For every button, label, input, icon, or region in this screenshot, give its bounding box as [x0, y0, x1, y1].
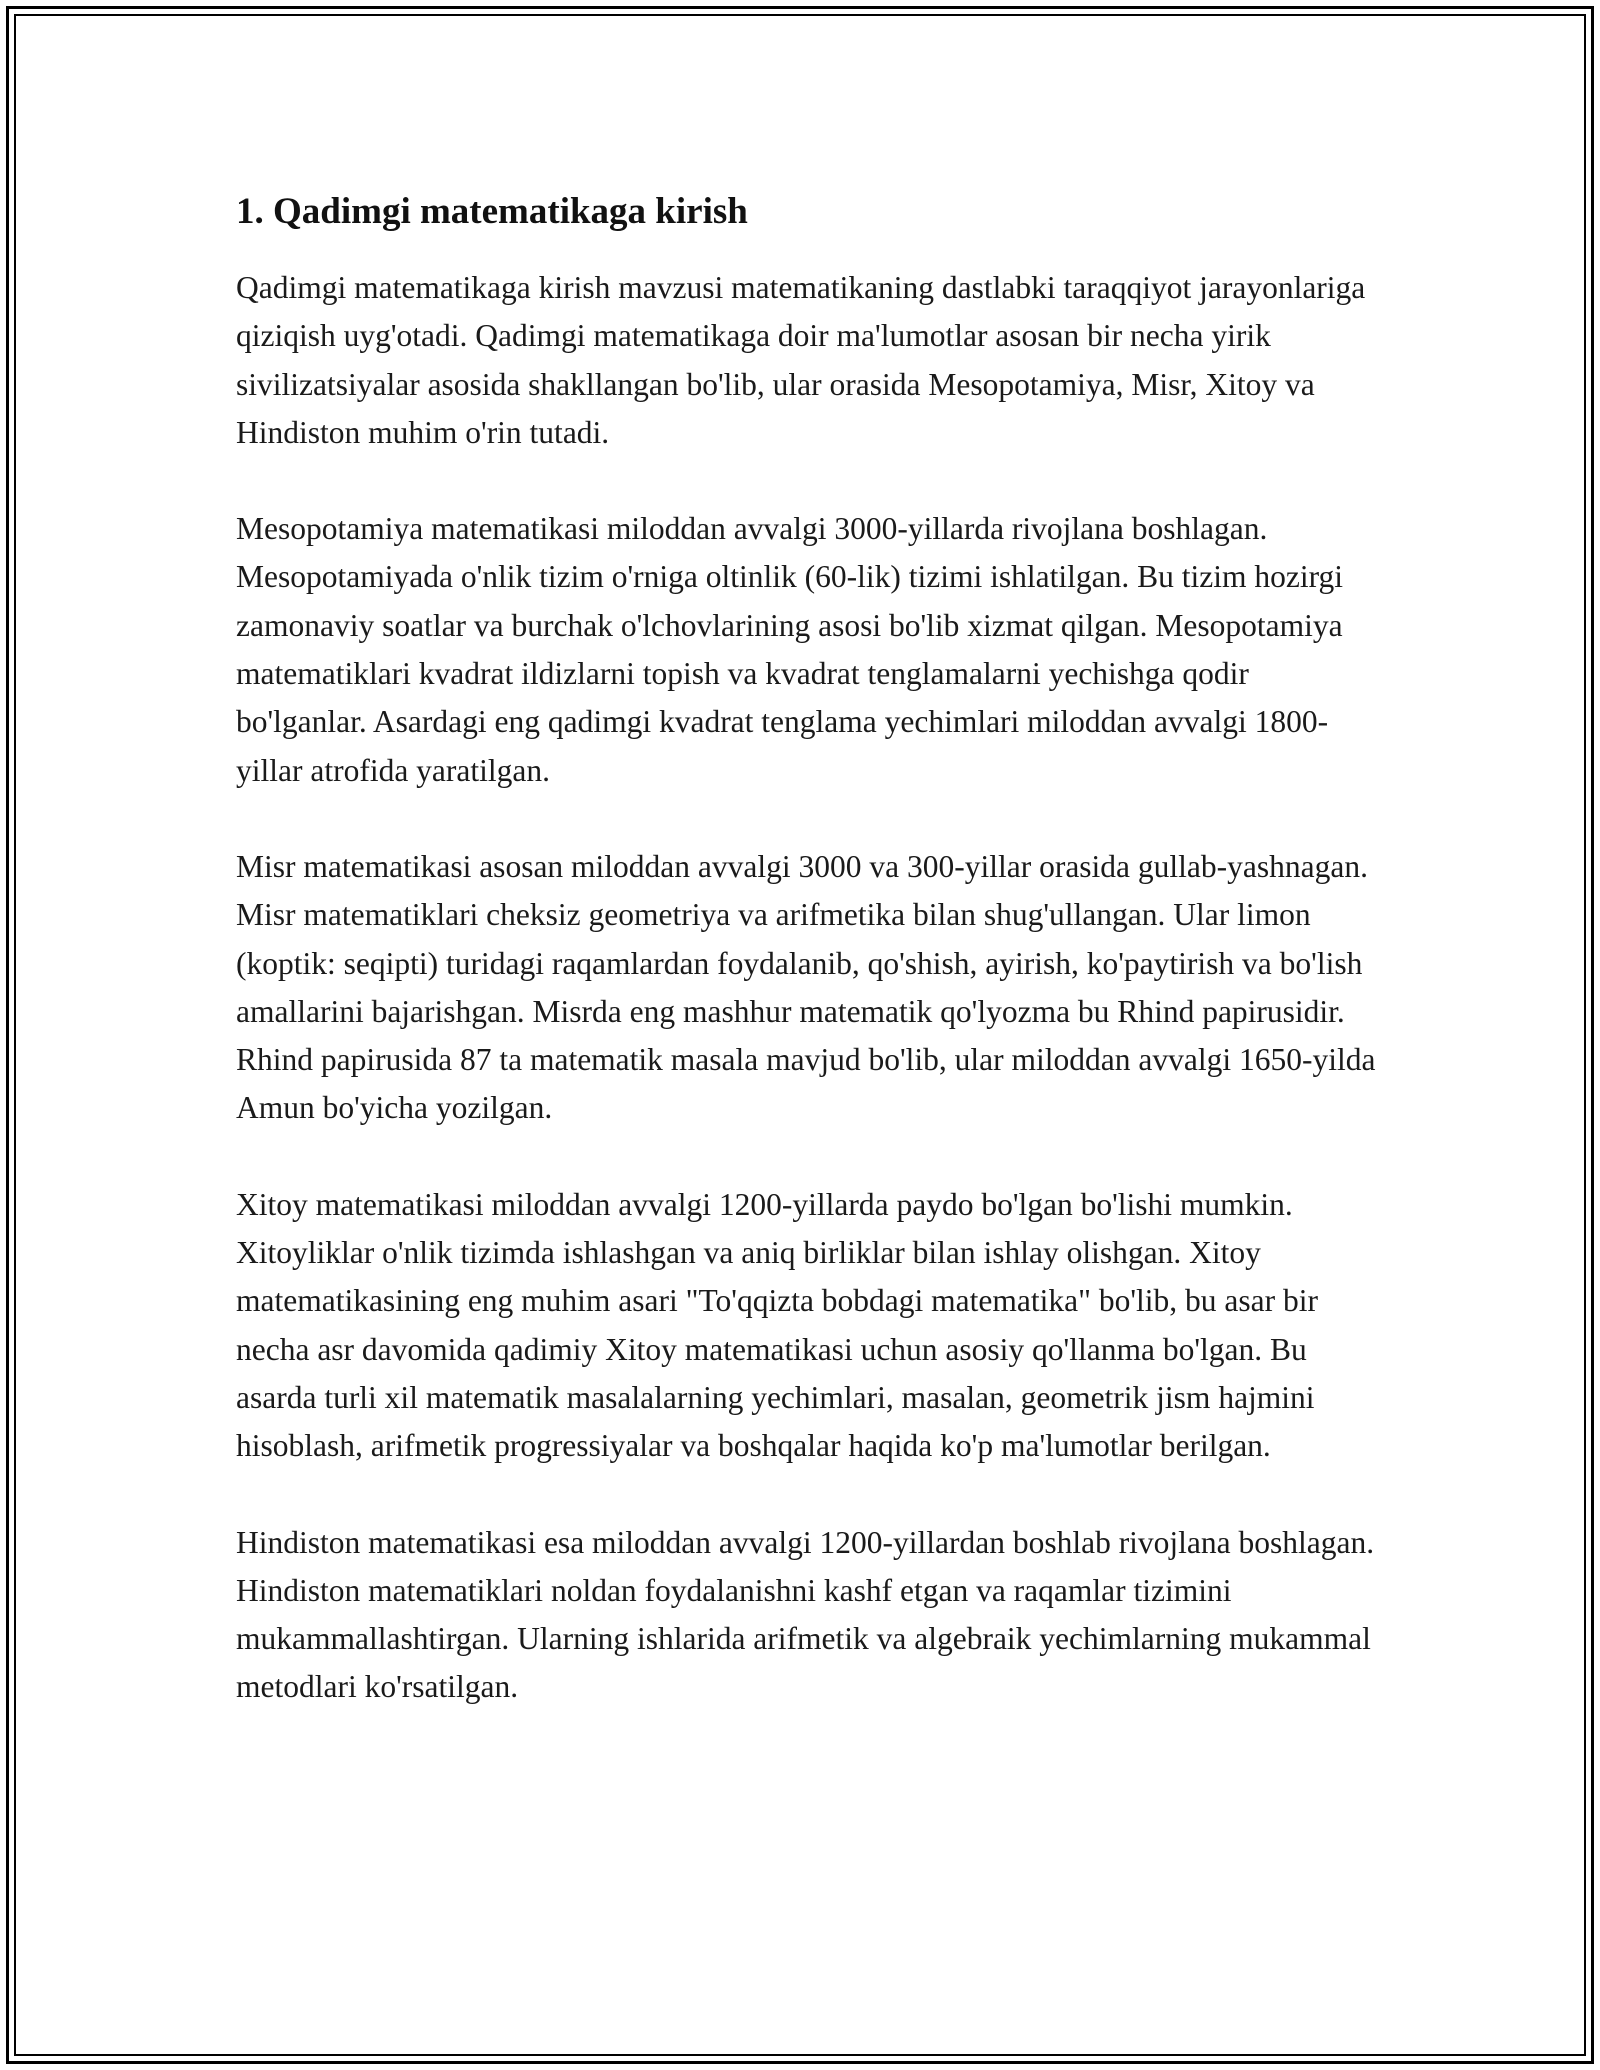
paragraph-india: Hindiston matematikasi esa miloddan avvalgi 1200-yillardan boshlab rivojlana boshlagan. Hindiston matematiklari noldan foydalanishni kashf etgan va raqamlar tizimini mukammallashtirgan. Ularning ishlarida arifmetik va algebraik yechimlarning mukammal metodlari ko'rsatilgan. — [236, 1524, 1375, 1705]
section-title: 1. Qadimgi matematikaga kirish — [236, 191, 748, 232]
document-body — [236, 186, 1376, 1760]
paragraph-china: Xitoy matematikasi miloddan avvalgi 1200-yillarda paydo bo'lgan bo'lishi mumkin. Xitoyliklar o'nlik tizimda ishlashgan va aniq birliklar bilan ishlay olishgan. Xitoy matematikasining eng muhim asari "To'qqizta bobdagi matematika" bo'lib, bu asar bir necha asr davomida qadimiy Xitoy matematikasi uchun asosiy qo'llanma bo'lgan. Bu asarda turli xil matematik masalalarning yechimlari, masalan, geometrik jism hajmini hisoblash, arifmetik progressiyalar va boshqalar haqida ko'p ma'lumotlar berilgan. — [236, 1186, 1318, 1464]
paragraph-egypt: Misr matematikasi asosan miloddan avvalgi 3000 va 300-yillar orasida gullab-yashnagan. Misr matematiklari cheksiz geometriya va arifmetika bilan shug'ullangan. Ular limon (koptik: seqipti) turidagi raqamlardan foydalanib, qo'shish, ayirish, ko'paytirish va bo'lish amallarini bajarishgan. Misrda eng mashhur matematik qo'lyozma bu Rhind papirusidir. Rhind papirusida 87 ta matematik masala mavjud bo'lib, ular miloddan avvalgi 1650-yilda Amun bo'yicha yozilgan. — [236, 848, 1376, 1126]
paragraph-intro: Qadimgi matematikaga kirish mavzusi matematikaning dastlabki taraqqiyot jarayonlariga qiziqish uyg'otadi. Qadimgi matematikaga doir ma'lumotlar asosan bir necha yirik sivilizatsiyalar asosida shakllangan bo'lib, ular orasida Mesopotamiya, Misr, Xitoy va Hindiston muhim o'rin tutadi. — [236, 270, 1366, 450]
paragraph-mesopotamia: Mesopotamiya matematikasi miloddan avvalgi 3000-yillarda rivojlana boshlagan. Mesopotamiyada o'nlik tizim o'rniga oltinlik (60-lik) tizimi ishlatilgan. Bu tizim hozirgi zamonaviy soatlar va burchak o'lchovlarining asosi bo'lib xizmat qilgan. Mesopotamiya matematiklari kvadrat ildizlarni topish va kvadrat tenglamalarni yechishga qodir bo'lganlar. Asardagi eng qadimgi kvadrat tenglama yechimlari miloddan avvalgi 1800-yillar atrofida yaratilgan. — [236, 511, 1343, 788]
